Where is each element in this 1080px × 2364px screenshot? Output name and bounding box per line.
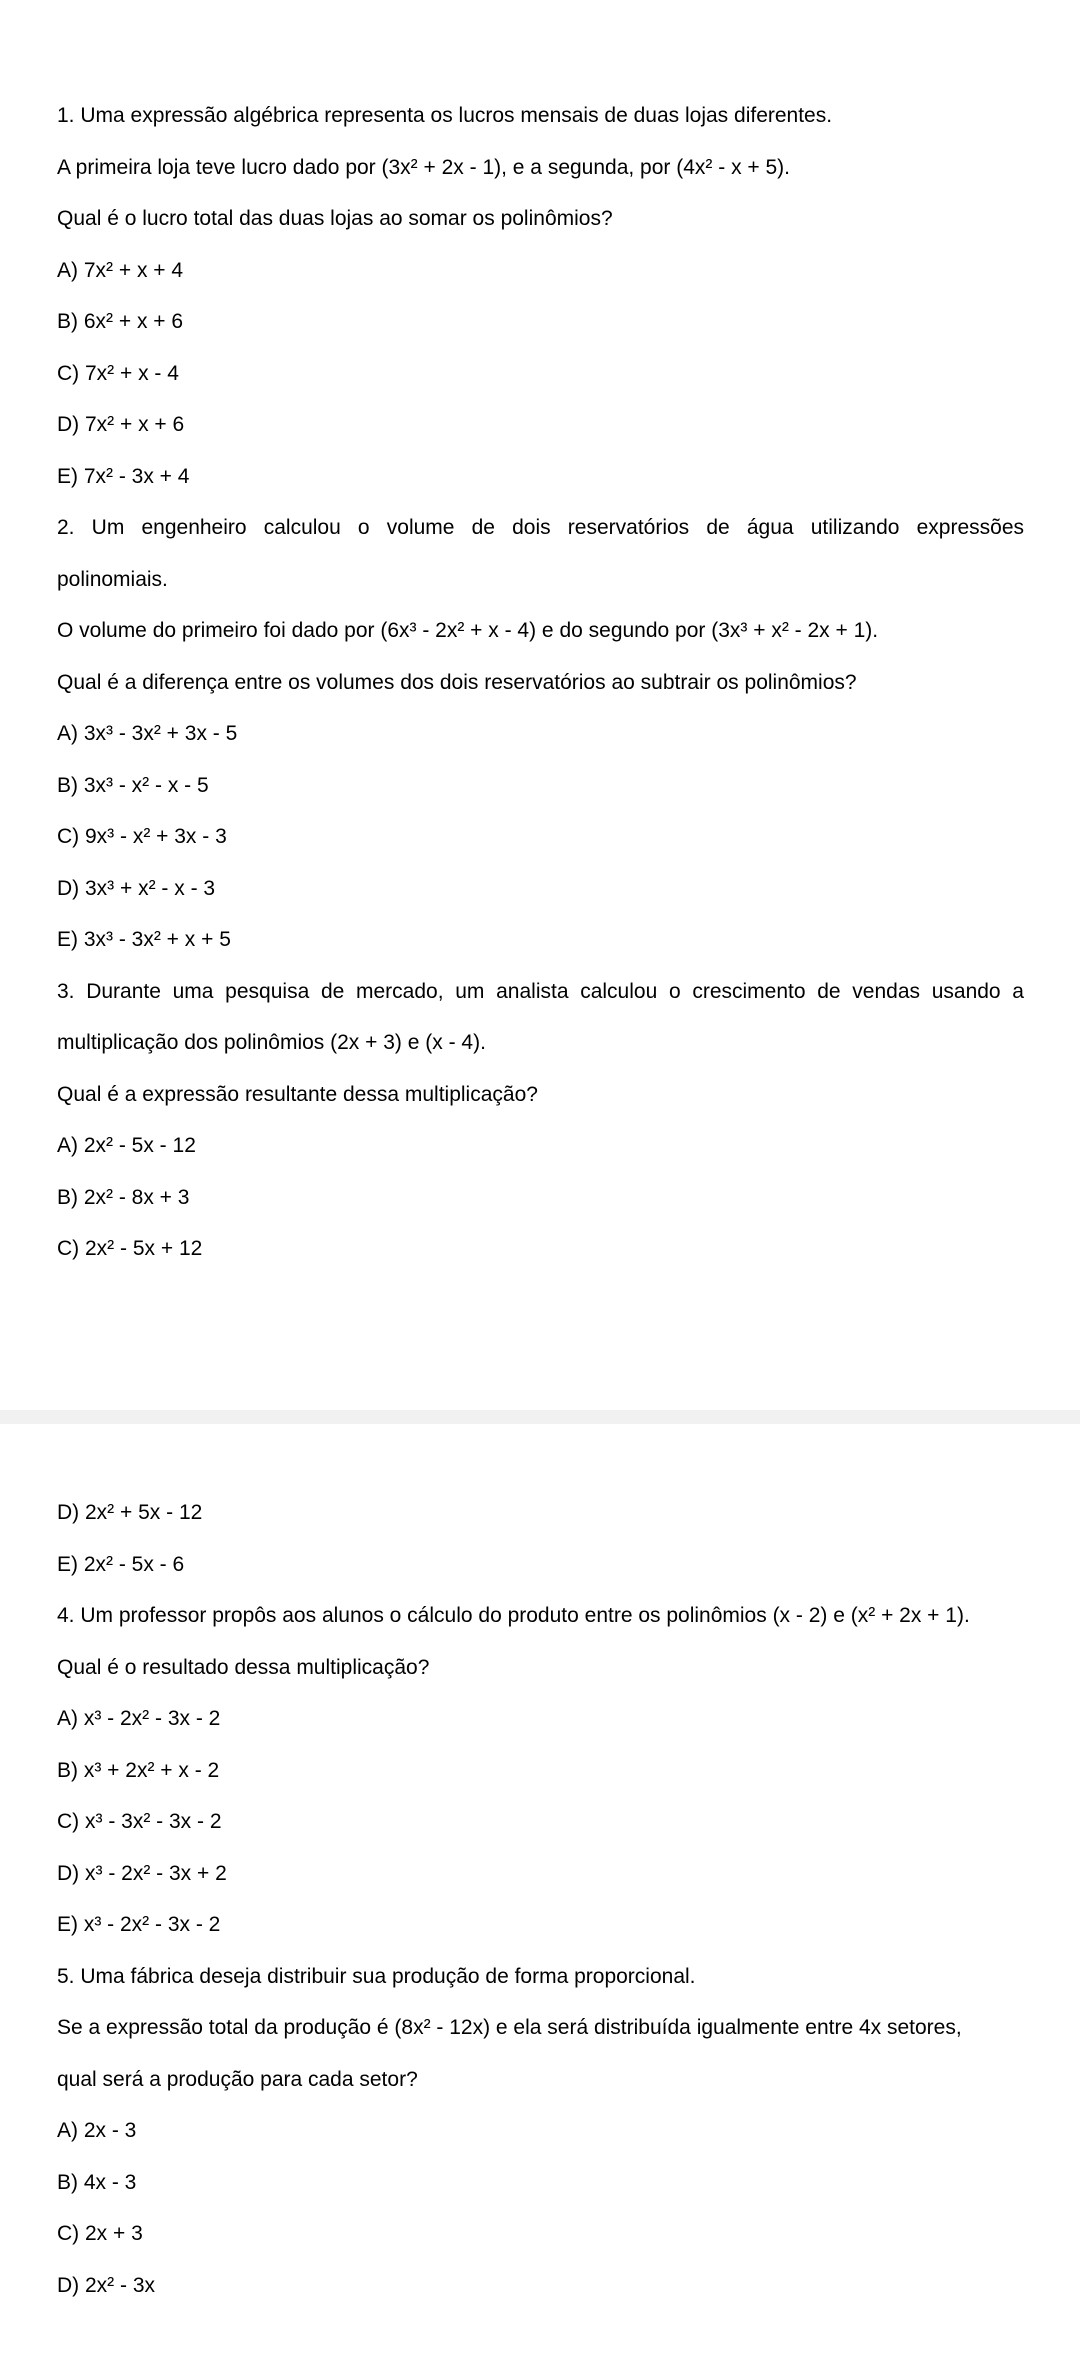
- question-5-statement: Se a expressão total da produção é (8x² - 12x) e ela será distribuída igualmente entre 4x setores,: [57, 2016, 962, 2039]
- question-2-title-continued: polinomiais.: [57, 567, 168, 591]
- question-4-prompt: Qual é o resultado dessa multiplicação?: [57, 1655, 430, 1679]
- document-page-2: [0, 1424, 1080, 2364]
- question-1: [57, 90, 1024, 502]
- question-2-title: 2. Um engenheiro calculou o volume de dois reservatórios de água utilizando expressões: [57, 516, 1024, 539]
- question-3-option-c: C) 2x² - 5x + 12: [57, 1237, 203, 1260]
- question-1-option-a: A) 7x² + x + 4: [57, 258, 184, 282]
- question-1-option-d: D) 7x² + x + 6: [57, 413, 185, 436]
- question-3-prompt: Qual é a expressão resultante dessa multiplicação?: [57, 1082, 538, 1106]
- question-4-option-c: C) x³ - 3x² - 3x - 2: [57, 1810, 222, 1833]
- page-separator: [0, 1410, 1080, 1424]
- question-4-title: 4. Um professor propôs aos alunos o cálculo do produto entre os polinômios (x - 2) e (x² + 2x + 1).: [57, 1604, 970, 1627]
- question-3-title-continued: multiplicação dos polinômios (2x + 3) e (x - 4).: [57, 1031, 486, 1054]
- question-5-option-a: A) 2x - 3: [57, 2119, 137, 2142]
- question-4-option-d: D) x³ - 2x² - 3x + 2: [57, 1861, 227, 1885]
- page-1-content: [57, 90, 1024, 1275]
- question-3-option-a: A) 2x² - 5x - 12: [57, 1134, 196, 1157]
- page-2-content: [57, 1487, 1024, 2311]
- question-2-option-d: D) 3x³ + x² - x - 3: [57, 876, 216, 900]
- question-1-option-b: B) 6x² + x + 6: [57, 310, 184, 333]
- question-4-option-a: A) x³ - 2x² - 3x - 2: [57, 1707, 221, 1730]
- question-2-statement: O volume do primeiro foi dado por (6x³ - 2x² + x - 4) e do segundo por (3x³ + x² - 2x + 1).: [57, 619, 879, 642]
- question-1-statement: A primeira loja teve lucro dado por (3x² + 2x - 1), e a segunda, por (4x² - x + 5).: [57, 155, 791, 179]
- question-1-option-e: E) 7x² - 3x + 4: [57, 464, 190, 488]
- question-4-option-e: E) x³ - 2x² - 3x - 2: [57, 1913, 221, 1936]
- question-5-option-b: B) 4x - 3: [57, 2170, 137, 2194]
- question-5-option-d: D) 2x² - 3x: [57, 2273, 156, 2297]
- question-3: [57, 966, 1024, 1275]
- question-3-option-b: B) 2x² - 8x + 3: [57, 1185, 190, 1209]
- question-4: [57, 1590, 1024, 1951]
- question-2-prompt: Qual é a diferença entre os volumes dos dois reservatórios ao subtrair os polinômios?: [57, 670, 857, 694]
- question-3-title: 3. Durante uma pesquisa de mercado, um analista calculou o crescimento de vendas usando a: [57, 979, 1024, 1003]
- question-3-option-e: E) 2x² - 5x - 6: [57, 1552, 185, 1576]
- question-4-option-b: B) x³ + 2x² + x - 2: [57, 1758, 220, 1782]
- question-5-title: 5. Uma fábrica deseja distribuir sua produção de forma proporcional.: [57, 1964, 696, 1988]
- question-3-option-d: D) 2x² + 5x - 12: [57, 1501, 203, 1524]
- question-5: [57, 1951, 1024, 2312]
- question-5-prompt: qual será a produção para cada setor?: [57, 2067, 418, 2091]
- question-5-option-c: C) 2x + 3: [57, 2222, 143, 2245]
- question-1-title: 1. Uma expressão algébrica representa os lucros mensais de duas lojas diferentes.: [57, 104, 833, 127]
- question-2: [57, 502, 1024, 966]
- question-2-option-a: A) 3x³ - 3x² + 3x - 5: [57, 722, 238, 745]
- question-1-prompt: Qual é o lucro total das duas lojas ao somar os polinômios?: [57, 207, 613, 230]
- question-2-option-e: E) 3x³ - 3x² + x + 5: [57, 928, 231, 951]
- question-2-option-b: B) 3x³ - x² - x - 5: [57, 773, 209, 797]
- question-1-option-c: C) 7x² + x - 4: [57, 361, 179, 385]
- question-2-option-c: C) 9x³ - x² + 3x - 3: [57, 825, 227, 848]
- question-3-continued: [57, 1487, 1024, 1590]
